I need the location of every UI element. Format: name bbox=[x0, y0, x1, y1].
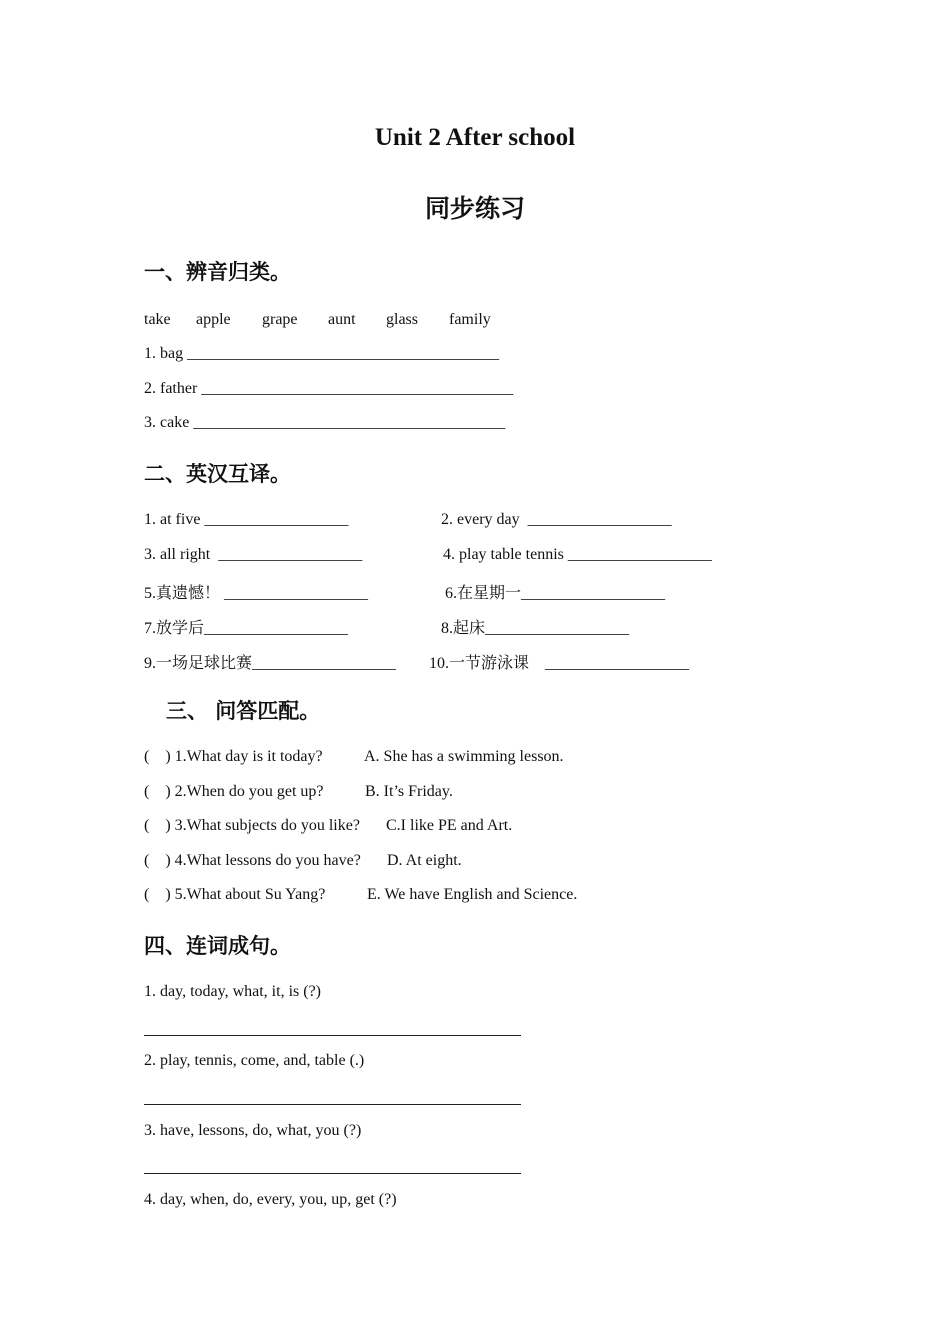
section-1-heading: 一、辨音归类。 bbox=[144, 260, 291, 284]
section-2-heading: 二、英汉互译。 bbox=[144, 462, 291, 486]
translate-item: 10.一节游泳课 __________________ bbox=[429, 655, 690, 672]
match-question: ( ) 4.What lessons do you have? bbox=[144, 852, 361, 869]
match-answer: D. At eight. bbox=[387, 852, 462, 869]
sentence-item: 3. have, lessons, do, what, you (?) bbox=[144, 1122, 362, 1139]
sort-item: 2. father _______________________________________ bbox=[144, 380, 514, 397]
sort-word: take bbox=[144, 311, 171, 328]
match-question: ( ) 3.What subjects do you like? bbox=[144, 817, 360, 834]
answer-line bbox=[144, 1173, 521, 1174]
translate-item: 7.放学后__________________ bbox=[144, 620, 349, 637]
answer-line bbox=[144, 1104, 521, 1105]
match-answer: E. We have English and Science. bbox=[367, 886, 578, 903]
translate-item: 5.真遗憾！ __________________ bbox=[144, 585, 369, 602]
translate-item: 6.在星期一__________________ bbox=[445, 585, 666, 602]
translate-item: 4. play table tennis __________________ bbox=[443, 546, 712, 563]
translate-item: 3. all right __________________ bbox=[144, 546, 363, 563]
sort-item: 3. cake _______________________________________ bbox=[144, 414, 506, 431]
sort-word: apple bbox=[196, 311, 231, 328]
match-answer: A. She has a swimming lesson. bbox=[364, 748, 564, 765]
match-answer: C.I like PE and Art. bbox=[386, 817, 513, 834]
match-question: ( ) 5.What about Su Yang? bbox=[144, 886, 326, 903]
section-4-heading: 四、连词成句。 bbox=[144, 934, 291, 958]
translate-item: 2. every day __________________ bbox=[441, 511, 672, 528]
translate-item: 1. at five __________________ bbox=[144, 511, 349, 528]
translate-item: 9.一场足球比赛__________________ bbox=[144, 655, 397, 672]
match-answer: B. It’s Friday. bbox=[365, 783, 453, 800]
translate-item: 8.起床__________________ bbox=[441, 620, 630, 637]
sentence-item: 4. day, when, do, every, you, up, get (?) bbox=[144, 1191, 397, 1208]
sentence-item: 1. day, today, what, it, is (?) bbox=[144, 983, 321, 1000]
match-question: ( ) 2.When do you get up? bbox=[144, 783, 324, 800]
answer-line bbox=[144, 1035, 521, 1036]
sort-word: grape bbox=[262, 311, 298, 328]
sort-word: glass bbox=[386, 311, 418, 328]
sort-item: 1. bag _______________________________________ bbox=[144, 345, 500, 362]
page-title: Unit 2 After school bbox=[374, 124, 576, 151]
section-3-heading: 三、 问答匹配。 bbox=[166, 699, 321, 723]
sort-word: family bbox=[449, 311, 491, 328]
match-question: ( ) 1.What day is it today? bbox=[144, 748, 323, 765]
sentence-item: 2. play, tennis, come, and, table (.) bbox=[144, 1052, 365, 1069]
page-subtitle: 同步练习 bbox=[424, 194, 525, 223]
sort-word: aunt bbox=[328, 311, 356, 328]
